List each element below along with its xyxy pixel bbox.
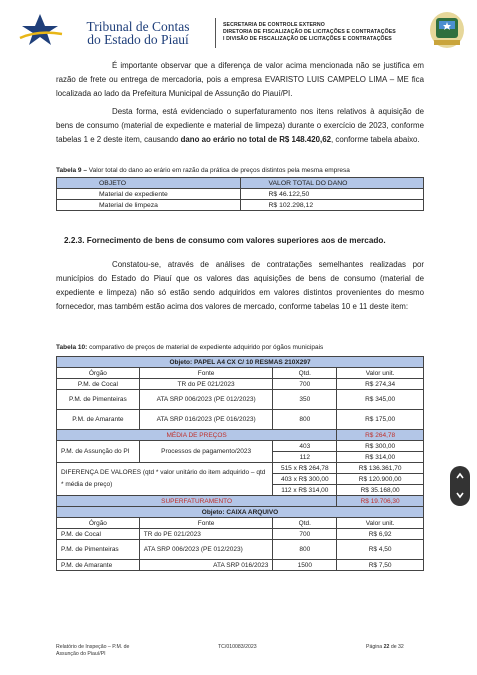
diferenca-label: DIFERENÇA DE VALORES (qtd * valor unitário do item adquirido – qtd * média de preço)	[57, 463, 273, 496]
table-cell: ATA SRP 006/2023 (PE 012/2023)	[139, 390, 273, 410]
chevron-up-icon[interactable]	[455, 471, 465, 481]
table-cell: 800	[273, 540, 337, 560]
table-cell: R$ 175,00	[337, 410, 424, 430]
paragraph-text: , conforme tabela abaixo.	[331, 135, 420, 144]
table-cell: R$ 46.122,50	[240, 189, 424, 200]
table-header-cell: Qtd.	[273, 518, 337, 529]
table-header-cell: Órgão	[57, 368, 140, 379]
table-cell: ATA SRP 016/2023	[139, 560, 273, 571]
media-label: MÉDIA DE PREÇOS	[57, 430, 337, 441]
table-cell: P.M. de Cocal	[57, 529, 140, 540]
object-title: Objeto: PAPEL A4 CX C/ 10 RESMAS 210X297	[57, 357, 424, 368]
table-cell: 112	[273, 452, 337, 463]
table-row	[57, 463, 424, 474]
footer-line: Assunção do Piauí/PI	[56, 650, 106, 657]
superfaturamento-value: R$ 19.706,30	[337, 496, 424, 507]
table-row	[57, 560, 424, 571]
table-cell: R$ 120.900,00	[337, 474, 424, 485]
chevron-down-icon[interactable]	[455, 490, 465, 500]
table10-caption	[56, 344, 323, 351]
table-cell: P.M. de Pimenteiras	[57, 390, 140, 410]
header-line: SECRETARIA DE CONTROLE EXTERNO	[223, 22, 325, 28]
footer-page	[366, 644, 404, 651]
paragraph-text: Desta forma, está evidenciado o superfaturamento nos itens relativos à aquisição de bens de consumo (material de expediente e material de limpeza) durante o exercício de 2023, conforme tabelas 1 e 2 deste item, causando	[56, 107, 424, 144]
table9-caption	[56, 167, 350, 174]
table-cell: 700	[273, 529, 337, 540]
footer-report	[56, 644, 129, 657]
caption-label: Tabela 10:	[56, 344, 88, 351]
table-cell: Material de limpeza	[57, 200, 241, 211]
header-line: DIRETORIA DE FISCALIZAÇÃO DE LICITAÇÕES E CONTRATAÇÕES	[223, 29, 396, 35]
table-cell: 403	[273, 441, 337, 452]
table-cell: 112 x R$ 314,00	[273, 485, 337, 496]
footer-process: TC/010083/2023	[218, 644, 257, 650]
table-cell: 800	[273, 410, 337, 430]
object-row	[57, 507, 424, 518]
table-row	[57, 379, 424, 390]
table-cell: R$ 4,50	[337, 540, 424, 560]
table-cell: R$ 136.361,70	[337, 463, 424, 474]
table-row	[57, 410, 424, 430]
paragraph-bold: dano ao erário no total de R$ 148.420,62	[180, 135, 331, 144]
table-cell: 515 x R$ 264,78	[273, 463, 337, 474]
org-name	[68, 20, 208, 46]
table-row	[57, 390, 424, 410]
table-cell: R$ 345,00	[337, 390, 424, 410]
table-cell: R$ 102.298,12	[240, 200, 424, 211]
table-header-cell: Valor unit.	[337, 518, 424, 529]
table-row	[57, 529, 424, 540]
table-cell: ATA SRP 006/2023 (PE 012/2023)	[139, 540, 273, 560]
table-header-cell: VALOR TOTAL DO DANO	[240, 178, 424, 189]
table-cell: R$ 274,34	[337, 379, 424, 390]
header-line: I DIVISÃO DE FISCALIZAÇÃO DE LICITAÇÕES E CONTRATAÇÕES	[223, 36, 392, 42]
object-row	[57, 357, 424, 368]
table-header-cell: Fonte	[139, 518, 273, 529]
table-cell: Material de expediente	[57, 189, 241, 200]
table9	[56, 177, 424, 211]
table10	[56, 356, 424, 571]
table-cell: R$ 300,00	[337, 441, 424, 452]
tce-star-logo	[18, 12, 64, 48]
table-cell: 1500	[273, 560, 337, 571]
page-prefix: Página	[366, 644, 384, 650]
table-cell: TR do PE 021/2023	[139, 379, 273, 390]
document-header	[18, 8, 468, 52]
piaui-crest-icon	[428, 10, 466, 50]
table-row	[57, 441, 424, 452]
media-row	[57, 430, 424, 441]
page-number: 22	[383, 644, 390, 650]
table-row	[57, 189, 424, 200]
section-heading: 2.2.3. Fornecimento de bens de consumo com valores superiores aos de mercado.	[64, 236, 386, 245]
caption-text: Valor total do dano ao erário em razão da prática de preços distintos pela mesma empresa	[86, 167, 350, 174]
table-cell: P.M. de Amarante	[57, 560, 140, 571]
page-scroll-control[interactable]	[450, 466, 470, 506]
table-cell: P.M. de Pimenteiras	[57, 540, 140, 560]
table-header-cell: Valor unit.	[337, 368, 424, 379]
table-header-cell: Qtd.	[273, 368, 337, 379]
table-cell: P.M. de Cocal	[57, 379, 140, 390]
paragraph-dano	[56, 105, 424, 147]
table-cell: 403 x R$ 300,00	[273, 474, 337, 485]
table-row	[57, 200, 424, 211]
table-header-cell: OBJETO	[57, 178, 241, 189]
table-cell: Processos de pagamento/2023	[139, 441, 273, 463]
table-cell: R$ 6,92	[337, 529, 424, 540]
superfaturamento-label: SUPERFATURAMENTO	[57, 496, 337, 507]
table-cell: 350	[273, 390, 337, 410]
superfaturamento-row	[57, 496, 424, 507]
org-name-line2: do Estado do Piauí	[87, 32, 189, 47]
table-row	[57, 540, 424, 560]
paragraph-mercado: Constatou-se, através de análises de contratações semelhantes realizadas por municípios do Estado do Piauí que os valores das aquisições de bens de consumo (material de expediente e limpeza) não só estão sendo adquiridos em valores distintos provenientes do mesmo fornecedor, mas também estão acima dos valores de mercado, conforme tabelas 10 e 11 deste item:	[56, 260, 424, 311]
table-header-row	[57, 368, 424, 379]
table-cell: R$ 7,50	[337, 560, 424, 571]
table-cell: R$ 314,00	[337, 452, 424, 463]
page-suffix: de 32	[389, 644, 404, 650]
table-header-row	[57, 518, 424, 529]
table-cell: ATA SRP 016/2023 (PE 016/2023)	[139, 410, 273, 430]
table-header-row	[57, 178, 424, 189]
paragraph-frete: É importante observar que a diferença de valor acima mencionada não se justifica em razão de frete ou entrega de mercadoria, pois a empresa EVARISTO LUIS CAMPELO LIMA – ME fica localizada ao lado da Prefeitura Municipal de Assunção do Piauí/PI.	[56, 61, 424, 98]
table-cell: 700	[273, 379, 337, 390]
table-header-cell: Órgão	[57, 518, 140, 529]
table-cell: TR do PE 021/2023	[139, 529, 273, 540]
table-cell: P.M. de Amarante	[57, 410, 140, 430]
header-divider	[215, 18, 216, 48]
table-cell: P.M. de Assunção do PI	[57, 441, 140, 463]
org-name-line1: Tribunal de Contas	[86, 19, 190, 34]
caption-label: Tabela 9 –	[56, 167, 87, 174]
caption-text: comparativo de preços de material de expediente adquirido por ógãos municipais	[87, 344, 324, 351]
object-title: Objeto: CAIXA ARQUIVO	[57, 507, 424, 518]
header-departments	[223, 22, 396, 43]
footer-line: Relatório de Inspeção – P.M. de	[56, 644, 130, 650]
media-value: R$ 264,78	[337, 430, 424, 441]
table-cell: R$ 35.168,00	[337, 485, 424, 496]
table-header-cell: Fonte	[139, 368, 273, 379]
